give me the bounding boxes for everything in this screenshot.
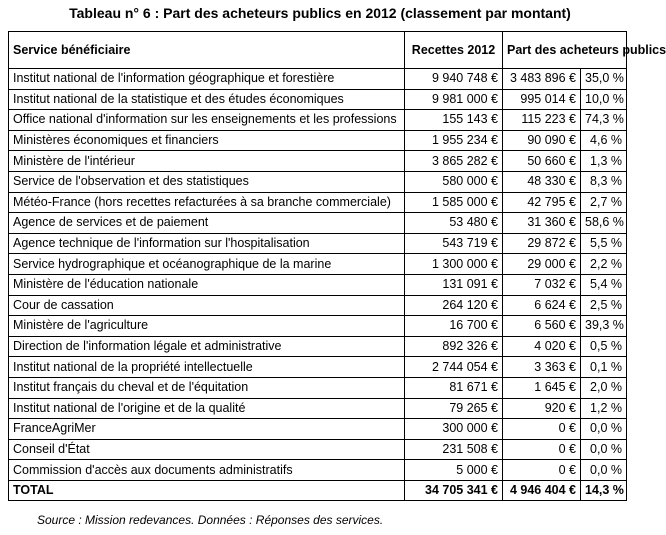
cell-service: Service hydrographique et océanographique de la marine [9,254,405,275]
cell-montant: 6 624 € [503,295,581,316]
cell-recettes: 264 120 € [405,295,503,316]
cell-pct: 4,6 % [581,130,627,151]
cell-recettes: 81 671 € [405,377,503,398]
table-row [9,274,627,295]
total-montant: 4 946 404 € [503,480,581,501]
cell-pct: 39,3 % [581,316,627,337]
table-row [9,398,627,419]
cell-montant: 29 000 € [503,254,581,275]
table-row [9,192,627,213]
cell-service: Institut national de la propriété intellectuelle [9,357,405,378]
cell-service: Service de l'observation et des statistiques [9,171,405,192]
table-row [9,336,627,357]
table-row [9,151,627,172]
cell-montant: 31 360 € [503,213,581,234]
cell-service: Institut national de la statistique et des études économiques [9,89,405,110]
cell-recettes: 16 700 € [405,316,503,337]
table-row [9,213,627,234]
cell-montant: 3 363 € [503,357,581,378]
cell-montant: 50 660 € [503,151,581,172]
cell-service: Météo-France (hors recettes refacturées à sa branche commerciale) [9,192,405,213]
cell-service: Ministère de l'éducation nationale [9,274,405,295]
table-row [9,69,627,90]
cell-recettes: 5 000 € [405,460,503,481]
table-body [9,69,627,481]
total-recettes: 34 705 341 € [405,480,503,501]
cell-recettes: 1 300 000 € [405,254,503,275]
cell-pct: 10,0 % [581,89,627,110]
total-label: TOTAL [9,480,405,501]
cell-pct: 35,0 % [581,69,627,90]
cell-recettes: 3 865 282 € [405,151,503,172]
cell-recettes: 9 940 748 € [405,69,503,90]
cell-montant: 995 014 € [503,89,581,110]
cell-pct: 2,5 % [581,295,627,316]
table-header-row [9,32,627,69]
cell-recettes: 231 508 € [405,439,503,460]
cell-montant: 1 645 € [503,377,581,398]
table-row [9,171,627,192]
cell-recettes: 300 000 € [405,419,503,440]
cell-montant: 7 032 € [503,274,581,295]
cell-pct: 74,3 % [581,110,627,131]
cell-service: Institut français du cheval et de l'équitation [9,377,405,398]
source-note: Source : Mission redevances. Données : Réponses des services. [37,513,384,527]
header-service: Service bénéficiaire [9,32,405,69]
cell-recettes: 892 326 € [405,336,503,357]
cell-recettes: 131 091 € [405,274,503,295]
table-row [9,89,627,110]
table-row [9,130,627,151]
cell-pct: 1,3 % [581,151,627,172]
cell-montant: 115 223 € [503,110,581,131]
cell-service: Cour de cassation [9,295,405,316]
cell-service: FranceAgriMer [9,419,405,440]
header-part-acheteurs: Part des acheteurs publics [503,32,627,69]
cell-service: Conseil d'État [9,439,405,460]
cell-recettes: 155 143 € [405,110,503,131]
cell-montant: 4 020 € [503,336,581,357]
cell-pct: 0,0 % [581,439,627,460]
cell-montant: 29 872 € [503,233,581,254]
cell-pct: 0,1 % [581,357,627,378]
cell-pct: 0,0 % [581,419,627,440]
cell-recettes: 2 744 054 € [405,357,503,378]
cell-service: Ministères économiques et financiers [9,130,405,151]
cell-montant: 3 483 896 € [503,69,581,90]
cell-pct: 2,0 % [581,377,627,398]
cell-montant: 90 090 € [503,130,581,151]
table-row [9,357,627,378]
cell-service: Office national d'information sur les enseignements et les professions [9,110,405,131]
cell-pct: 0,5 % [581,336,627,357]
table-row [9,110,627,131]
cell-pct: 8,3 % [581,171,627,192]
table-row [9,460,627,481]
cell-recettes: 9 981 000 € [405,89,503,110]
cell-service: Agence de services et de paiement [9,213,405,234]
cell-service: Institut national de l'information géographique et forestière [9,69,405,90]
cell-recettes: 543 719 € [405,233,503,254]
cell-montant: 42 795 € [503,192,581,213]
cell-pct: 2,2 % [581,254,627,275]
table-row [9,316,627,337]
cell-service: Ministère de l'agriculture [9,316,405,337]
cell-montant: 0 € [503,419,581,440]
table-row [9,233,627,254]
cell-montant: 6 560 € [503,316,581,337]
cell-montant: 920 € [503,398,581,419]
cell-service: Ministère de l'intérieur [9,151,405,172]
public-buyers-table [8,31,666,501]
cell-service: Direction de l'information légale et administrative [9,336,405,357]
cell-montant: 48 330 € [503,171,581,192]
cell-pct: 58,6 % [581,213,627,234]
table-row [9,377,627,398]
cell-service: Commission d'accès aux documents administratifs [9,460,405,481]
table-row [9,254,627,275]
total-row [9,480,627,501]
cell-recettes: 79 265 € [405,398,503,419]
cell-pct: 5,5 % [581,233,627,254]
table-row [9,419,627,440]
table-row [9,295,627,316]
cell-montant: 0 € [503,460,581,481]
table-title: Tableau n° 6 : Part des acheteurs publics en 2012 (classement par montant) [69,5,571,21]
cell-recettes: 1 585 000 € [405,192,503,213]
cell-pct: 0,0 % [581,460,627,481]
header-recettes: Recettes 2012 [405,32,503,69]
cell-recettes: 1 955 234 € [405,130,503,151]
cell-montant: 0 € [503,439,581,460]
cell-service: Institut national de l'origine et de la qualité [9,398,405,419]
cell-pct: 1,2 % [581,398,627,419]
cell-service: Agence technique de l'information sur l'hospitalisation [9,233,405,254]
total-pct: 14,3 % [581,480,627,501]
cell-pct: 2,7 % [581,192,627,213]
cell-pct: 5,4 % [581,274,627,295]
cell-recettes: 580 000 € [405,171,503,192]
table-row [9,439,627,460]
cell-recettes: 53 480 € [405,213,503,234]
